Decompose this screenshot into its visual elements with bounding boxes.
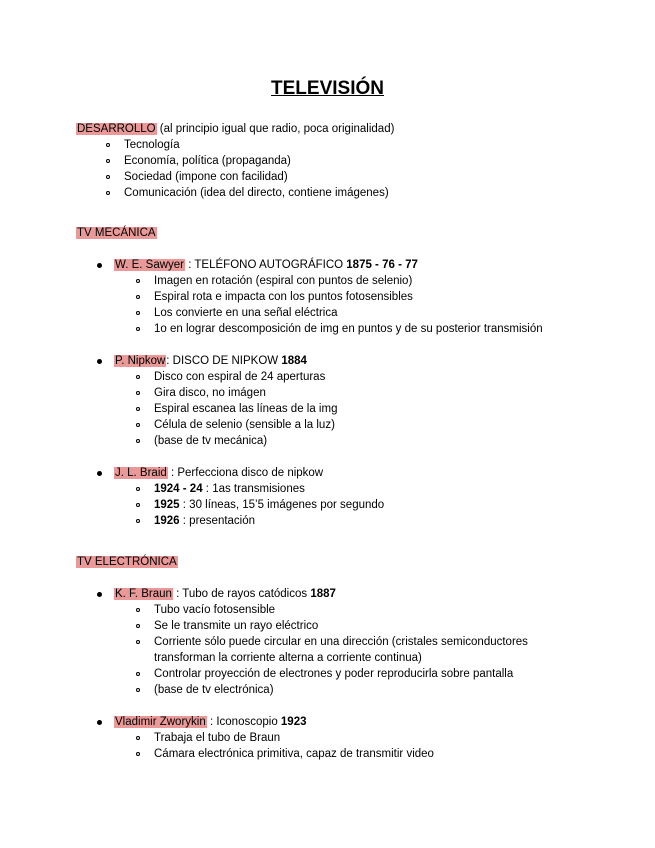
hollow-bullet-icon bbox=[136, 736, 140, 740]
braun-text: : Tubo de rayos catódicos bbox=[172, 588, 311, 600]
hollow-bullet-icon bbox=[136, 279, 140, 283]
braun-line bbox=[114, 586, 336, 602]
list-item: Célula de selenio (sensible a la luz) bbox=[154, 419, 335, 431]
year-label: 1924 - 24 bbox=[154, 483, 203, 495]
hollow-bullet-icon bbox=[136, 311, 140, 315]
hollow-bullet-icon bbox=[106, 191, 110, 195]
list-item: (base de tv mecánica) bbox=[154, 435, 268, 447]
list-item: Espiral escanea las líneas de la img bbox=[154, 403, 338, 415]
bullet-icon bbox=[97, 263, 102, 268]
desarrollo-note: (al principio igual que radio, poca originalidad) bbox=[156, 123, 395, 135]
braid-name: J. L. Braid bbox=[115, 467, 167, 479]
hollow-bullet-icon bbox=[136, 688, 140, 692]
list-item: Tecnología bbox=[124, 139, 180, 151]
year-label: 1925 bbox=[154, 499, 180, 511]
list-item: Se le transmite un rayo eléctrico bbox=[154, 620, 319, 632]
hollow-bullet-icon bbox=[136, 375, 140, 379]
nipkow-line bbox=[114, 353, 307, 369]
mecanica-heading: TV MECÁNICA bbox=[77, 227, 156, 239]
list-item bbox=[154, 513, 255, 529]
list-item: Imagen en rotación (espiral con puntos de selenio) bbox=[154, 275, 413, 287]
list-item: Los convierte en una señal eléctrica bbox=[154, 307, 338, 319]
list-item: Corriente sólo puede circular en una dirección (cristales semiconductores bbox=[154, 636, 528, 648]
list-item: (base de tv electrónica) bbox=[154, 684, 274, 696]
hollow-bullet-icon bbox=[136, 519, 140, 523]
list-item-continuation: transforman la corriente alterna a corriente continua) bbox=[154, 652, 422, 664]
item-text: : 30 líneas, 15’5 imágenes por segundo bbox=[179, 499, 385, 511]
list-item: Gira disco, no imágen bbox=[154, 387, 266, 399]
list-item: Tubo vacío fotosensible bbox=[154, 604, 276, 616]
hollow-bullet-icon bbox=[136, 327, 140, 331]
list-item: Trabaja el tubo de Braun bbox=[154, 732, 281, 744]
year-label: 1926 bbox=[154, 515, 180, 527]
desarrollo-heading: DESARROLLO bbox=[77, 123, 156, 135]
bullet-icon bbox=[97, 471, 102, 476]
hollow-bullet-icon bbox=[136, 640, 140, 644]
hollow-bullet-icon bbox=[136, 487, 140, 491]
hollow-bullet-icon bbox=[136, 391, 140, 395]
electronica-heading: TV ELECTRÓNICA bbox=[77, 556, 177, 568]
nipkow-name: P. Nipkow bbox=[115, 355, 166, 367]
hollow-bullet-icon bbox=[106, 175, 110, 179]
list-item: Disco con espiral de 24 aperturas bbox=[154, 371, 326, 383]
electronica-heading-line bbox=[76, 554, 178, 570]
sawyer-name: W. E. Sawyer bbox=[115, 259, 185, 271]
bullet-icon bbox=[97, 359, 102, 364]
hollow-bullet-icon bbox=[136, 608, 140, 612]
hollow-bullet-icon bbox=[136, 752, 140, 756]
list-item: Espiral rota e impacta con los puntos fotosensibles bbox=[154, 291, 413, 303]
zworykin-line bbox=[114, 714, 307, 730]
list-item bbox=[154, 497, 384, 513]
sawyer-years: 1875 - 76 - 77 bbox=[346, 259, 418, 271]
list-item: Economía, política (propaganda) bbox=[124, 155, 291, 167]
list-item: Controlar proyección de electrones y poder reproducirla sobre pantalla bbox=[154, 668, 514, 680]
bullet-icon bbox=[97, 592, 102, 597]
braun-year: 1887 bbox=[310, 588, 336, 600]
list-item: 1o en lograr descomposición de img en puntos y de su posterior transmisión bbox=[154, 323, 543, 335]
braid-line bbox=[114, 465, 323, 481]
hollow-bullet-icon bbox=[136, 503, 140, 507]
nipkow-text: : DISCO DE NIPKOW bbox=[166, 355, 282, 367]
braid-text: : Perfecciona disco de nipkow bbox=[167, 467, 324, 479]
list-item: Cámara electrónica primitiva, capaz de transmitir video bbox=[154, 748, 434, 760]
sawyer-line bbox=[114, 257, 418, 273]
nipkow-year: 1884 bbox=[281, 355, 307, 367]
zworykin-year: 1923 bbox=[280, 716, 307, 728]
hollow-bullet-icon bbox=[136, 624, 140, 628]
item-text: : 1as transmisiones bbox=[202, 483, 305, 495]
hollow-bullet-icon bbox=[136, 672, 140, 676]
hollow-bullet-icon bbox=[106, 159, 110, 163]
hollow-bullet-icon bbox=[136, 423, 140, 427]
hollow-bullet-icon bbox=[136, 407, 140, 411]
page-title: TELEVISIÓN bbox=[271, 78, 384, 99]
list-item: Sociedad (impone con facilidad) bbox=[124, 171, 288, 183]
bullet-icon bbox=[97, 720, 102, 725]
hollow-bullet-icon bbox=[106, 143, 110, 147]
item-text: : presentación bbox=[179, 515, 256, 527]
list-item: Comunicación (idea del directo, contiene imágenes) bbox=[124, 187, 389, 199]
zworykin-text: : Iconoscopio bbox=[206, 716, 281, 728]
list-item bbox=[154, 481, 305, 497]
hollow-bullet-icon bbox=[136, 439, 140, 443]
sawyer-text: : TELÉFONO AUTOGRÁFICO bbox=[185, 259, 347, 271]
braun-name: K. F. Braun bbox=[115, 588, 172, 600]
desarrollo-line bbox=[76, 121, 394, 137]
mecanica-heading-line bbox=[76, 225, 157, 241]
zworykin-name: Vladimir Zworykin bbox=[115, 716, 206, 728]
hollow-bullet-icon bbox=[136, 295, 140, 299]
